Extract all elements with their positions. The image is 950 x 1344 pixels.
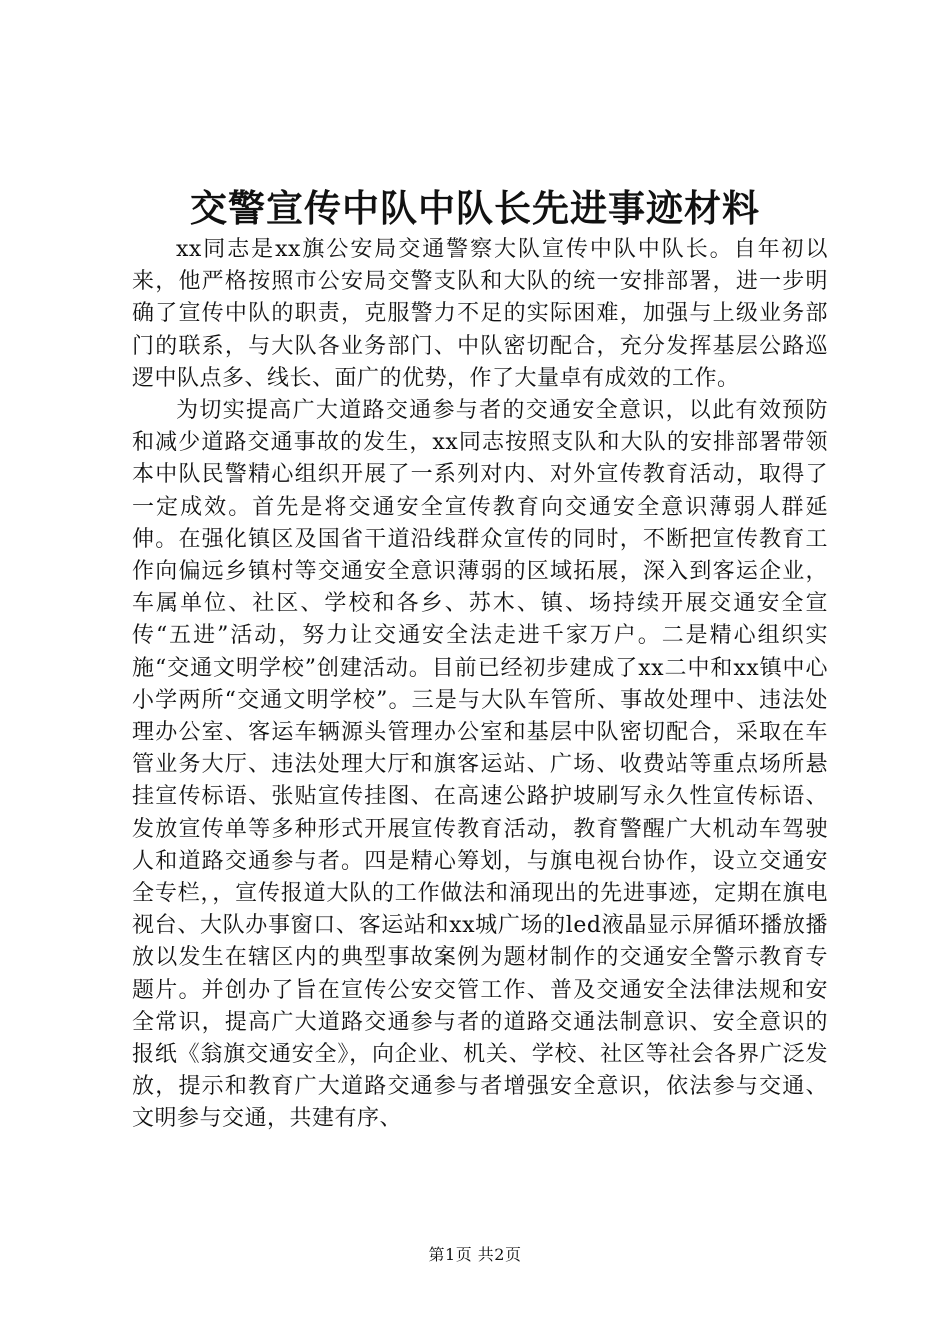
paragraph-intro: xx同志是xx旗公安局交通警察大队宣传中队中队长。自年初以来，他严格按照市公安局交警支队和大队的统一安排部署，进一步明确了宣传中队的职责，克服警力不足的实际困难，加强与上级业务部门的联系，与大队各业务部门、中队密切配合，充分发挥基层公路巡逻中队点多、线长、面广的优势，作了大量卓有成效的工作。: [132, 237, 828, 391]
paragraph-activities: 为切实提高广大道路交通参与者的交通安全意识，以此有效预防和减少道路交通事故的发生，xx同志按照支队和大队的安排部署带领本中队民警精心组织开展了一系列对内、对外宣传教育活动，取得了一定成效。首先是将交通安全宣传教育向交通安全意识薄弱人群延伸。在强化镇区及国省干道沿线群众宣传的同时，不断把宣传教育工作向偏远乡镇村等交通安全意识薄弱的区域拓展，深入到客运企业，车属单位、社区、学校和各乡、苏木、镇、场持续开展交通安全宣传“五进”活动，努力让交通安全法走进千家万户。二是精心组织实施“交通文明学校”创建活动。目前已经初步建成了xx二中和xx镇中心小学两所“交通文明学校”。三是与大队车管所、事故处理中、违法处理办公室、客运车辆源头管理办公室和基层中队密切配合，采取在车管业务大厅、违法处理大厅和旗客运站、广场、收费站等重点场所悬挂宣传标语、张贴宣传挂图、在高速公路护坡刷写永久性宣传标语、发放宣传单等多种形式开展宣传教育活动，教育警醒广大机动车驾驶人和道路交通参与者。四是精心筹划，与旗电视台协作，设立交通安全专栏，，宣传报道大队的工作做法和涌现出的先进事迹，定期在旗电视台、大队办事窗口、客运站和xx城广场的led液晶显示屏循环播放播放以发生在辖区内的典型事故案例为题材制作的交通安全警示教育专题片。并创办了旨在宣传公安交管工作、普及交通安全法律法规和安全常识，提高广大道路交通参与者的道路交通法制意识、安全意识的报纸《翁旗交通安全》，向企业、机关、学校、社区等社会各界广泛发放，提示和教育广大道路交通参与者增强安全意识，依法参与交通、文明参与交通，共建有序、: [132, 398, 828, 1132]
document-body: [132, 234, 828, 1136]
page-number-footer: 第1页 共2页: [428, 1245, 522, 1264]
document-title: 交警宣传中队中队长先进事迹材料: [190, 186, 760, 230]
